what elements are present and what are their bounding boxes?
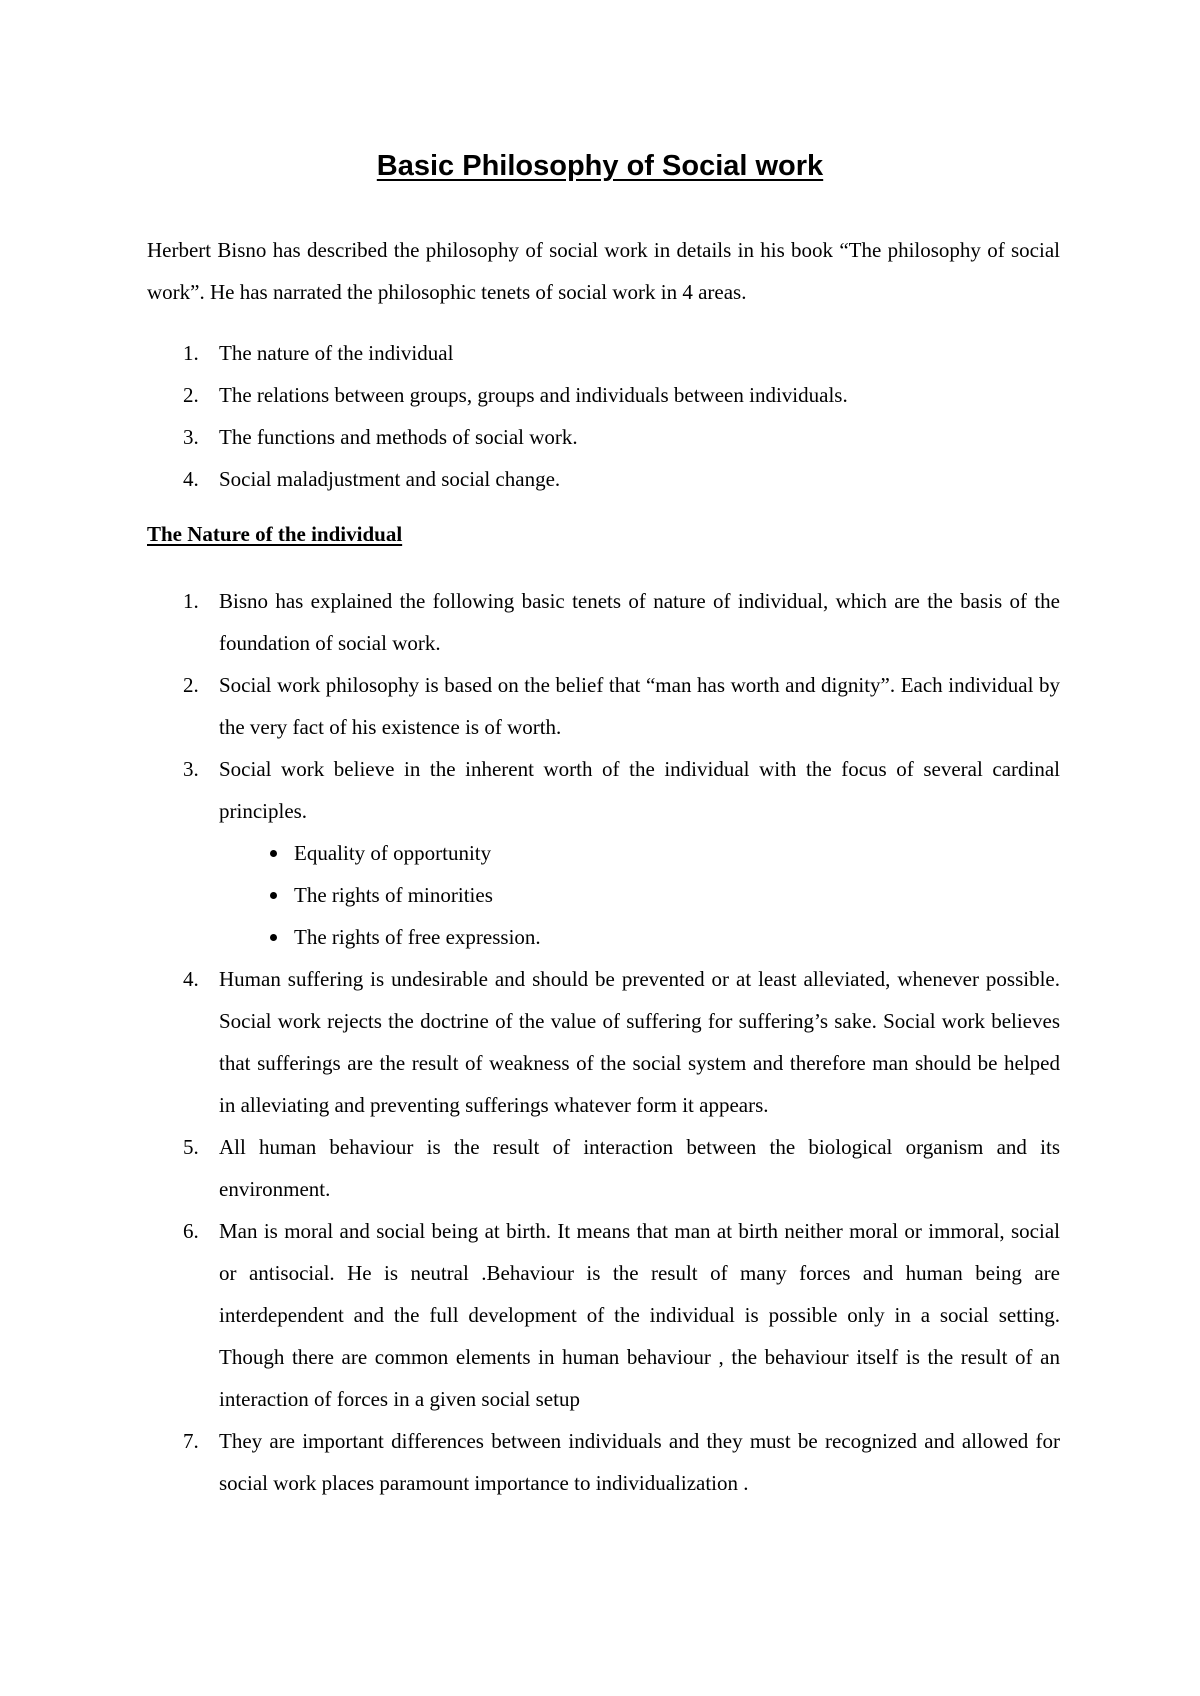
bullet-item	[219, 916, 1060, 958]
bullet-icon	[270, 934, 277, 941]
list-number: 7.	[183, 1429, 199, 1453]
nature-list	[147, 580, 1060, 1504]
list-item-text: The relations between groups, groups and individuals between individuals.	[219, 383, 848, 407]
list-item-text: Man is moral and social being at birth. It means that man at birth neither moral or immoral, social or antisocial. He is neutral .Behaviour is the result of many forces and human being are interdependent and the full development of the individual is possible only in a social setting. Though there are common elements in human behaviour , the behaviour itself is the result of an interaction of forces in a given social setup	[219, 1219, 1060, 1411]
list-item	[147, 416, 1060, 458]
bullet-text: Equality of opportunity	[294, 841, 492, 865]
list-item-text: All human behaviour is the result of interaction between the biological organism and its environment.	[219, 1135, 1060, 1201]
list-item	[147, 580, 1060, 664]
bullet-icon	[270, 892, 277, 899]
list-item-text: The nature of the individual	[219, 341, 454, 365]
list-item	[147, 332, 1060, 374]
list-item-text: Human suffering is undesirable and should be prevented or at least alleviated, whenever possible. Social work rejects the doctrine of the value of suffering for suffering’s sake. Social work believes that sufferings are the result of weakness of the social system and therefore man should be helped in alleviating and preventing sufferings whatever form it appears.	[219, 967, 1060, 1117]
list-item-text: Social maladjustment and social change.	[219, 467, 561, 491]
list-number: 5.	[183, 1135, 199, 1159]
list-item	[147, 958, 1060, 1126]
list-item	[147, 748, 1060, 958]
bullet-text: The rights of free expression.	[294, 925, 541, 949]
list-number: 6.	[183, 1219, 199, 1243]
areas-list	[147, 332, 1060, 500]
page-title: Basic Philosophy of Social work	[376, 150, 824, 182]
list-number: 4.	[183, 467, 199, 491]
list-item-text: The functions and methods of social work.	[219, 425, 578, 449]
list-item	[147, 1420, 1060, 1504]
list-item	[147, 1210, 1060, 1420]
section-heading: The Nature of the individual	[147, 522, 403, 546]
list-item	[147, 458, 1060, 500]
bullet-item	[219, 874, 1060, 916]
bullet-icon	[270, 850, 277, 857]
list-number: 4.	[183, 967, 199, 991]
list-number: 1.	[183, 589, 199, 613]
list-item	[147, 374, 1060, 416]
list-item-text: Bisno has explained the following basic tenets of nature of individual, which are the basis of the foundation of social work.	[219, 589, 1060, 655]
principles-list	[219, 832, 1060, 958]
list-number: 1.	[183, 341, 199, 365]
list-item-text: Social work believe in the inherent worth of the individual with the focus of several cardinal principles.	[219, 757, 1060, 823]
list-item	[147, 1126, 1060, 1210]
list-item	[147, 664, 1060, 748]
list-number: 2.	[183, 673, 199, 697]
list-number: 3.	[183, 757, 199, 781]
intro-paragraph: Herbert Bisno has described the philosophy of social work in details in his book “The philosophy of social work”. He has narrated the philosophic tenets of social work in 4 areas.	[147, 238, 1060, 304]
bullet-item	[219, 832, 1060, 874]
list-item-text: They are important differences between individuals and they must be recognized and allowed for social work places paramount importance to individualization .	[219, 1429, 1060, 1495]
list-number: 2.	[183, 383, 199, 407]
list-number: 3.	[183, 425, 199, 449]
bullet-text: The rights of minorities	[294, 883, 493, 907]
list-item-text: Social work philosophy is based on the belief that “man has worth and dignity”. Each individual by the very fact of his existence is of worth.	[219, 673, 1060, 739]
